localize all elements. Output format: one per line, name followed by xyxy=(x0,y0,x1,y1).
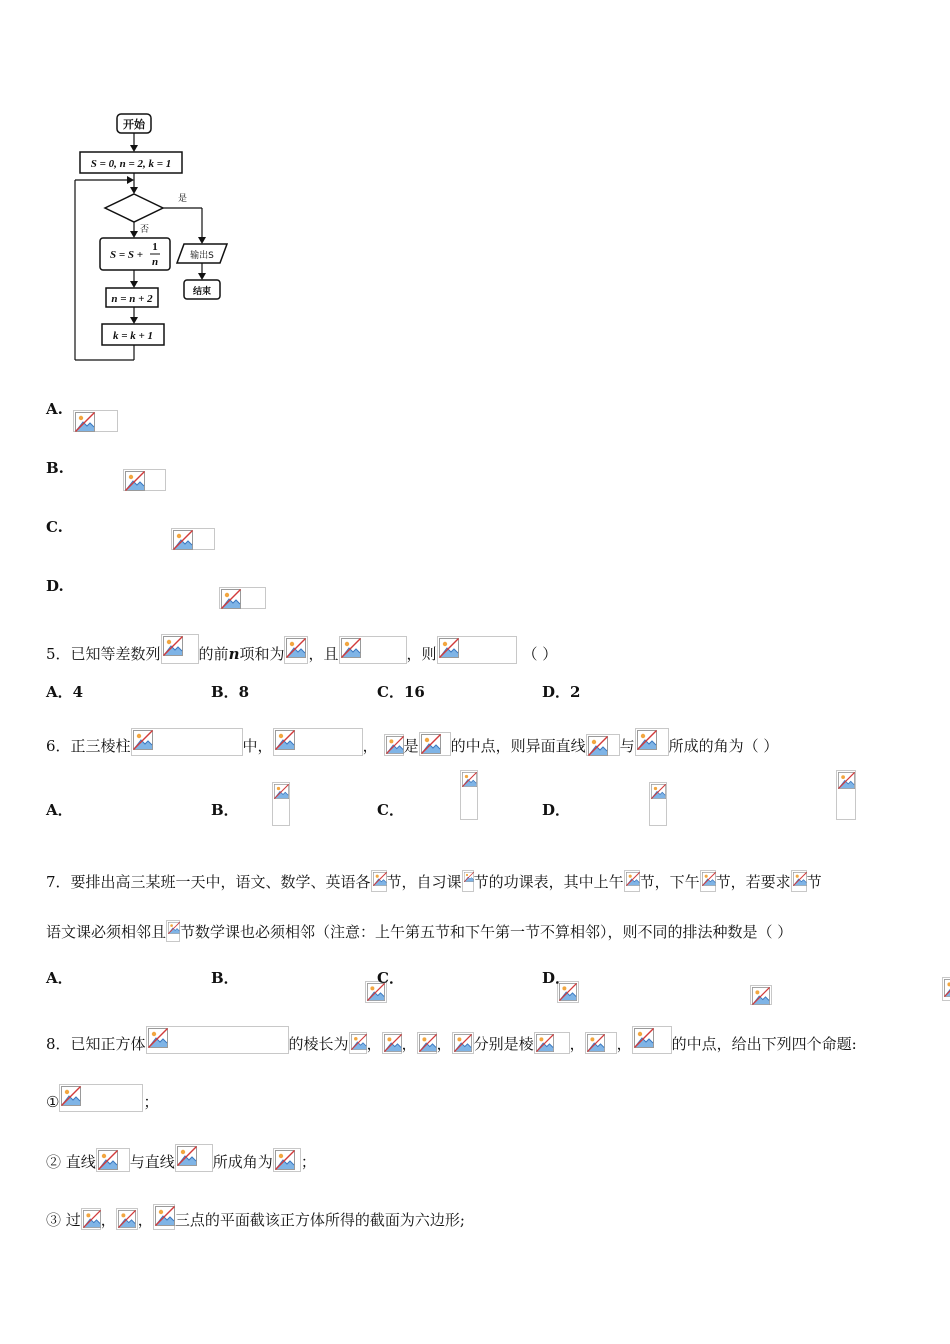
q7-text-5: 节 xyxy=(806,873,822,891)
q6-option-c: C． xyxy=(377,801,404,819)
q8-proposition-1 xyxy=(46,1084,158,1112)
q6-formula-2-image-icon xyxy=(273,728,363,756)
q5-formula-2-image-icon xyxy=(284,636,308,664)
q7-stem-line-1 xyxy=(46,870,822,892)
q8-p2-formula-1-image-icon xyxy=(96,1148,130,1172)
q6-option-d-image-icon xyxy=(836,770,856,820)
q8-comma-4: ， xyxy=(569,1035,585,1053)
q6-text-5: 与 xyxy=(619,737,635,755)
flowchart-assign-s-num: 1 xyxy=(152,241,158,253)
q5-text-3: ，则 xyxy=(406,645,437,663)
q5-formula-3-image-icon xyxy=(339,636,407,664)
q8-p1-end: ； xyxy=(143,1093,159,1111)
q4-option-b-image-icon xyxy=(123,469,166,491)
q5-option-b: B．8 xyxy=(211,683,250,701)
q4-option-d: D. xyxy=(46,577,64,595)
q7-option-b: B． xyxy=(211,969,239,987)
q7-option-a: A． xyxy=(46,969,73,987)
q6-option-b: B． xyxy=(211,801,239,819)
q8-text-2: 分别是棱 xyxy=(473,1035,534,1053)
flowchart-yes-label: 是 xyxy=(178,194,188,204)
q5-text-1: 的前 xyxy=(198,645,229,663)
q8-p3-formula-3-image-icon xyxy=(153,1204,175,1230)
q6-prefix: 6．正三棱柱 xyxy=(46,737,131,755)
q8-p2-formula-3-image-icon xyxy=(273,1148,301,1172)
q7-text-4: 节，若要求 xyxy=(715,873,791,891)
flowchart-init-label: S = 0, n = 2, k = 1 xyxy=(90,158,172,170)
q8-formula-7-image-icon xyxy=(585,1032,617,1054)
q7-text-1: 节，自习课 xyxy=(386,873,462,891)
q7-line-2b: 节数学课也必须相邻（注意：上午第五节和下午第一节不算相邻），则不同的排法种数是（ ） xyxy=(180,923,793,941)
q7-formula-2-image-icon xyxy=(462,870,474,892)
q4-option-d-image-icon xyxy=(219,587,266,609)
q7-formula-3-image-icon xyxy=(624,870,640,892)
q8-p3-formula-2-image-icon xyxy=(116,1208,138,1230)
q7-option-c-image-icon xyxy=(750,985,772,1005)
flowchart-end-label: 结束 xyxy=(192,287,212,297)
q5-text-4: （ ） xyxy=(522,645,558,663)
q6-text-6: 所成的角为（ ） xyxy=(668,737,779,755)
q7-prefix: 7．要排出高三某班一天中，语文、数学、英语各 xyxy=(46,873,371,891)
flowchart-assign-s-label: S = S + xyxy=(110,249,144,261)
q8-p3-comma-1: ， xyxy=(100,1211,116,1229)
q8-p2-text-a: ② 直线 xyxy=(46,1153,96,1171)
q5-formula-1-image-icon xyxy=(161,634,199,664)
q5-stem xyxy=(46,634,557,664)
q6-option-a-image-icon xyxy=(272,782,290,826)
q7-option-d: D． xyxy=(542,969,571,987)
q8-p3-formula-1-image-icon xyxy=(81,1208,101,1230)
q8-formula-1-image-icon xyxy=(146,1026,289,1054)
q8-p3-text-b: 三点的平面截该正方体所得的截面为六边形; xyxy=(174,1211,465,1229)
q7-stem-line-2 xyxy=(46,920,792,942)
q8-formula-4-image-icon xyxy=(417,1032,437,1054)
flowchart-output-label: 输出S xyxy=(190,251,214,261)
q6-text-1: 中， xyxy=(242,737,273,755)
q5-option-a: A．4 xyxy=(46,683,84,701)
q8-comma-2: ， xyxy=(401,1035,417,1053)
flowchart-decision xyxy=(105,194,163,222)
q6-text-3: 是 xyxy=(403,737,419,755)
q7-option-d-image-icon xyxy=(942,977,950,1001)
q5-text-1c: 项和为 xyxy=(239,645,285,663)
q6-stem xyxy=(46,728,778,756)
q6-formula-5-image-icon xyxy=(586,734,620,756)
q7-text-3: 节，下午 xyxy=(639,873,700,891)
q6-text-4: 的中点，则异面直线 xyxy=(450,737,586,755)
q8-formula-8-image-icon xyxy=(632,1026,672,1054)
q8-formula-6-image-icon xyxy=(534,1032,570,1054)
q6-formula-6-image-icon xyxy=(635,728,669,756)
q6-text-2: ， xyxy=(362,737,378,755)
q7-option-c: C． xyxy=(377,969,404,987)
q8-stem xyxy=(46,1026,857,1054)
q7-formula-6-image-icon xyxy=(166,920,180,942)
q8-p3-comma-2: ， xyxy=(137,1211,153,1229)
q4-option-c-image-icon xyxy=(171,528,215,550)
q8-formula-2-image-icon xyxy=(349,1032,367,1054)
q8-proposition-3 xyxy=(46,1204,465,1230)
q6-formula-1-image-icon xyxy=(131,728,243,756)
q8-formula-5-image-icon xyxy=(452,1032,474,1054)
q8-comma-1: ， xyxy=(366,1035,382,1053)
q5-text-2: ，且 xyxy=(308,645,339,663)
q5-prefix: 5．已知等差数列 xyxy=(46,645,161,663)
q8-p1-formula-image-icon xyxy=(59,1084,143,1112)
q8-comma-3: ， xyxy=(436,1035,452,1053)
q8-proposition-2 xyxy=(46,1144,316,1172)
q5-formula-4-image-icon xyxy=(437,636,517,664)
q8-p1-mark: ① xyxy=(46,1093,60,1111)
flowchart xyxy=(70,108,240,370)
q8-p3-text-a: ③ 过 xyxy=(46,1211,81,1229)
q4-option-a-image-icon xyxy=(73,410,118,432)
q8-p2-text-b: 与直线 xyxy=(129,1153,175,1171)
q8-formula-3-image-icon xyxy=(382,1032,402,1054)
q5-text-1b: n xyxy=(228,645,240,663)
q8-text-1: 的棱长为 xyxy=(288,1035,349,1053)
q8-p2-formula-2-image-icon xyxy=(175,1144,213,1172)
q8-text-3: 的中点，给出下列四个命题: xyxy=(671,1035,857,1053)
q7-formula-5-image-icon xyxy=(791,870,807,892)
q6-option-b-image-icon xyxy=(460,770,478,820)
flowchart-assign-s-den: n xyxy=(151,256,159,268)
q4-option-b: B. xyxy=(46,459,64,477)
q6-option-c-image-icon xyxy=(649,782,667,826)
flowchart-update-n-label: n = n + 2 xyxy=(111,293,153,305)
q8-p2-end: ； xyxy=(300,1153,316,1171)
q4-option-c: C. xyxy=(46,518,63,536)
flowchart-no-label: 否 xyxy=(140,225,150,235)
q7-formula-1-image-icon xyxy=(371,870,387,892)
q8-prefix: 8．已知正方体 xyxy=(46,1035,146,1053)
q7-text-2: 节的功课表，其中上午 xyxy=(473,873,624,891)
q6-formula-3-image-icon xyxy=(384,734,404,756)
q6-formula-4-image-icon xyxy=(419,732,451,756)
flowchart-start-label: 开始 xyxy=(123,119,145,131)
q7-formula-4-image-icon xyxy=(700,870,716,892)
q8-p2-text-c: 所成角为 xyxy=(212,1153,273,1171)
q7-line-2a: 语文课必须相邻且 xyxy=(46,923,167,941)
q6-option-a: A． xyxy=(46,801,73,819)
q6-option-d: D． xyxy=(542,801,571,819)
q5-option-d: D．2 xyxy=(542,683,581,701)
q8-comma-5: ， xyxy=(616,1035,632,1053)
flowchart-update-k-label: k = k + 1 xyxy=(112,330,154,342)
q5-option-c: C．16 xyxy=(377,683,425,701)
q4-option-a: A. xyxy=(46,400,63,418)
